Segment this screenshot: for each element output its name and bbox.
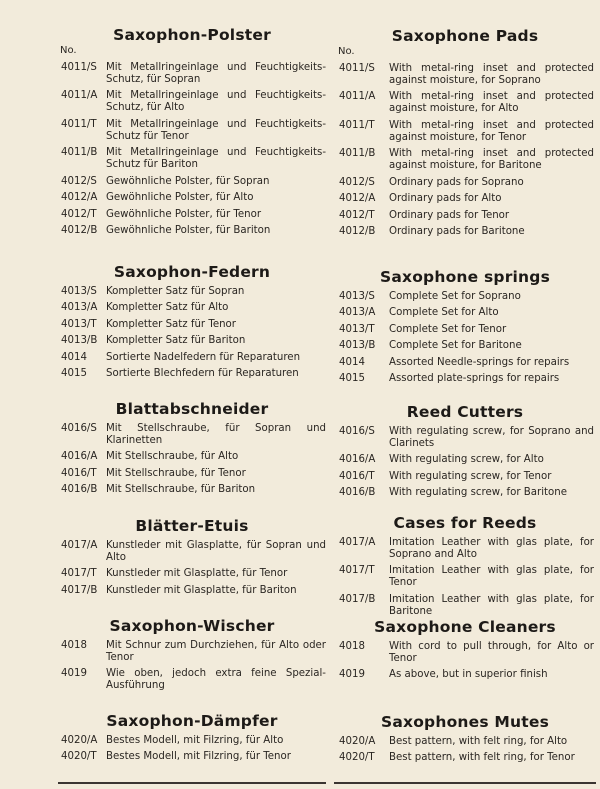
catalog-entry [58,735,326,747]
catalog-entry [58,119,326,143]
item-description: Complete Set for Baritone [389,340,522,351]
item-number: 4013/T [339,323,375,335]
item-number: 4017/T [339,565,375,576]
item-number: 4015 [61,368,87,379]
item-number: 4016/T [61,467,97,479]
item-description: Mit Schnur zum Durchziehen, für Alto oder Tenor [106,639,326,663]
item-number: 4011/T [61,118,97,130]
item-description: As above, but in superior finish [389,669,548,680]
item-description: Sortierte Nadelfedern für Reparaturen [106,351,301,363]
item-description: Bestes Modell, mit Filzring, für Alto [106,734,284,746]
item-description: Gewöhnliche Polster, für Sopran [106,175,270,187]
item-number: 4016/S [339,425,375,437]
catalog-entry [58,751,326,763]
item-number: 4018 [61,639,87,651]
item-number: 4012/S [61,175,97,187]
item-number: 4020/T [339,752,375,763]
section-title: Saxophon-Federn [113,263,271,281]
catalog-entry [336,752,594,764]
item-number: 4011/A [61,90,98,101]
catalog-entry [58,176,326,188]
catalog-entry [336,471,594,483]
catalog-section [336,618,594,681]
item-description: Mit Metallringeinlage und Feuchtigkeits-Schutz, für Alto [106,90,326,113]
catalog-entry [336,487,594,499]
item-description: Imitation Leather with glas plate, for Baritone [389,593,594,617]
section-title: Saxophone Cleaners [374,618,556,636]
item-description: Imitation Leather with glas plate, for Tenor [389,565,594,588]
item-number: 4017/T [61,568,97,579]
catalog-entry [336,193,594,205]
item-description: Mit Metallringeinlage und Feuchtigkeits-Schutz für Tenor [106,118,326,142]
item-description: Kompletter Satz für Sopran [106,285,245,297]
catalog-section [58,517,326,597]
item-description: With metal-ring inset and protected against moisture, for Soprano [389,62,594,86]
catalog-entry [58,352,326,364]
catalog-entry [58,451,326,463]
item-description: Ordinary pads for Alto [389,193,502,204]
item-description: Assorted plate-springs for repairs [389,373,560,384]
item-description: Sortierte Blechfedern für Reparaturen [106,368,299,379]
catalog-entry [58,585,326,597]
catalog-section [336,403,594,499]
catalog-entry [336,91,594,115]
section-title: Saxophone Pads [391,27,539,45]
catalog-entry [336,177,594,189]
catalog-entry [336,357,594,369]
item-description: Mit Stellschraube, für Tenor [106,467,246,479]
item-description: Ordinary pads for Baritone [389,226,525,237]
item-description: Mit Metallringeinlage und Feuchtigkeits-Schutz, für Sopran [106,61,326,85]
catalog-entry [336,340,594,352]
item-description: With metal-ring inset and protected against moisture, for Baritone [389,148,594,171]
catalog-entry [336,641,594,665]
catalog-entry [58,468,326,480]
item-description: Kunstleder mit Glasplatte, für Tenor [106,568,288,579]
item-description: Mit Metallringeinlage und Feuchtigkeits-Schutz für Bariton [106,147,326,170]
item-description: Kunstleder mit Glasplatte, für Sopran und Alto [106,539,326,563]
item-number: 4012/A [339,193,376,204]
section-title: Cases for Reeds [393,514,537,532]
catalog-entry [58,319,326,331]
catalog-entry [336,307,594,319]
catalog-section [336,27,594,238]
item-number: 4013/T [61,318,97,330]
item-number: 4011/S [61,61,97,73]
section-title: Saxophon-Dämpfer [106,712,278,730]
catalog-entry [336,426,594,450]
catalog-entry [336,324,594,336]
item-number: 4012/A [61,192,98,203]
section-title: Saxophon-Wischer [109,617,275,635]
item-number: 4013/S [339,290,375,302]
catalog-entry [58,286,326,298]
item-description: Gewöhnliche Polster, für Alto [106,192,254,203]
item-number: 4017/A [61,539,98,551]
section-title: Saxophone springs [379,268,551,286]
catalog-entry [336,63,594,87]
catalog-section [58,400,326,496]
catalog-entry [58,147,326,171]
item-number: 4012/T [61,208,97,220]
item-number: 4011/T [339,119,375,131]
catalog-entry [58,484,326,496]
catalog-section [336,268,594,385]
number-column-label: No. [338,46,355,57]
catalog-entry [58,192,326,204]
section-title: Blätter-Etuis [135,517,249,535]
catalog-entry [58,302,326,314]
item-description: With regulating screw, for Soprano and Clarinets [389,425,594,449]
item-description: Mit Stellschraube, für Sopran und Klarinetten [106,422,326,446]
item-description: Ordinary pads for Tenor [389,209,510,221]
item-number: 4012/S [339,176,375,188]
item-description: With regulating screw, for Alto [389,454,544,465]
catalog-entry [336,291,594,303]
catalog-entry [58,668,326,692]
item-number: 4016/S [61,422,97,434]
item-number: 4018 [339,640,365,652]
item-number: 4011/B [61,147,98,158]
item-description: Complete Set for Alto [389,307,499,318]
catalog-entry [58,540,326,564]
item-description: Best pattern, with felt ring, for Tenor [389,752,575,763]
footer-rule-left [58,782,326,784]
item-description: Wie oben, jedoch extra feine Spezial-Ausführung [106,668,326,691]
item-description: Imitation Leather with glas plate, for Soprano and Alto [389,536,594,560]
catalog-entry [58,640,326,664]
catalog-entry [336,226,594,238]
section-title: Blattabschneider [115,400,269,418]
item-description: Best pattern, with felt ring, for Alto [389,735,568,747]
item-description: With regulating screw, for Baritone [389,487,567,498]
item-description: Mit Stellschraube, für Alto [106,451,239,462]
item-description: With metal-ring inset and protected against moisture, for Tenor [389,119,594,143]
catalog-entry [336,210,594,222]
item-number: 4016/B [61,484,98,495]
catalog-entry [58,568,326,580]
catalog-entry [58,209,326,221]
section-title: Saxophones Mutes [380,713,550,731]
catalog-entry [58,368,326,380]
item-number: 4020/A [61,734,98,746]
item-description: With regulating screw, for Tenor [389,470,552,482]
item-description: Kompletter Satz für Tenor [106,318,236,330]
item-number: 4017/B [61,584,98,596]
catalog-section [58,617,326,692]
item-number: 4015 [339,373,365,384]
item-number: 4013/S [61,285,97,297]
item-number: 4016/T [339,470,375,482]
item-description: Kompletter Satz für Alto [106,302,229,313]
item-description: Complete Set for Tenor [389,323,507,335]
catalog-entry [58,335,326,347]
item-number: 4011/A [339,91,376,102]
catalog-entry [336,373,594,385]
catalog-section [58,26,326,237]
item-number: 4014 [61,351,87,363]
item-number: 4012/B [61,225,98,236]
item-number: 4017/B [339,593,376,605]
item-description: Bestes Modell, mit Filzring, für Tenor [106,751,291,762]
catalog-entry [336,148,594,172]
catalog-section [336,713,594,764]
catalog-entry [336,736,594,748]
catalog-entry [336,454,594,466]
item-number: 4016/A [339,454,376,465]
item-number: 4011/B [339,148,376,159]
item-description: Mit Stellschraube, für Bariton [106,484,256,495]
item-number: 4013/B [339,340,376,351]
item-number: 4020/A [339,735,376,747]
item-number: 4016/B [339,487,376,498]
item-number: 4013/A [339,307,376,318]
item-number: 4017/A [339,536,376,548]
section-title: Saxophon-Polster [113,26,271,44]
item-description: Kompletter Satz für Bariton [106,335,246,346]
catalog-entry [336,594,594,618]
catalog-section [58,712,326,763]
item-description: Gewöhnliche Polster, für Tenor [106,208,262,220]
item-number: 4011/S [339,62,375,74]
item-description: Complete Set for Soprano [389,290,521,302]
catalog-entry [58,90,326,114]
item-number: 4012/B [339,226,376,237]
item-description: Assorted Needle-springs for repairs [389,356,570,368]
item-number: 4013/A [61,302,98,313]
catalog-entry [336,120,594,144]
catalog-section [336,514,594,618]
item-description: Gewöhnliche Polster, für Bariton [106,225,271,236]
number-column-label: No. [60,45,77,56]
item-number: 4020/T [61,751,97,762]
footer-rule-right [334,782,596,784]
catalog-entry [336,669,594,681]
catalog-entry [58,423,326,447]
catalog-entry [336,565,594,589]
item-description: With metal-ring inset and protected against moisture, for Alto [389,91,594,114]
item-number: 4012/T [339,209,375,221]
item-description: Kunstleder mit Glasplatte, für Bariton [106,584,297,596]
catalog-entry [58,62,326,86]
item-number: 4013/B [61,335,98,346]
item-number: 4019 [61,668,87,679]
item-description: With cord to pull through, for Alto or Tenor [389,640,594,664]
item-number: 4014 [339,356,365,368]
catalog-entry [58,225,326,237]
catalog-section [58,263,326,380]
catalog-entry [336,537,594,561]
item-number: 4019 [339,669,365,680]
item-description: Ordinary pads for Soprano [389,176,524,188]
section-title: Reed Cutters [406,403,524,421]
item-number: 4016/A [61,451,98,462]
